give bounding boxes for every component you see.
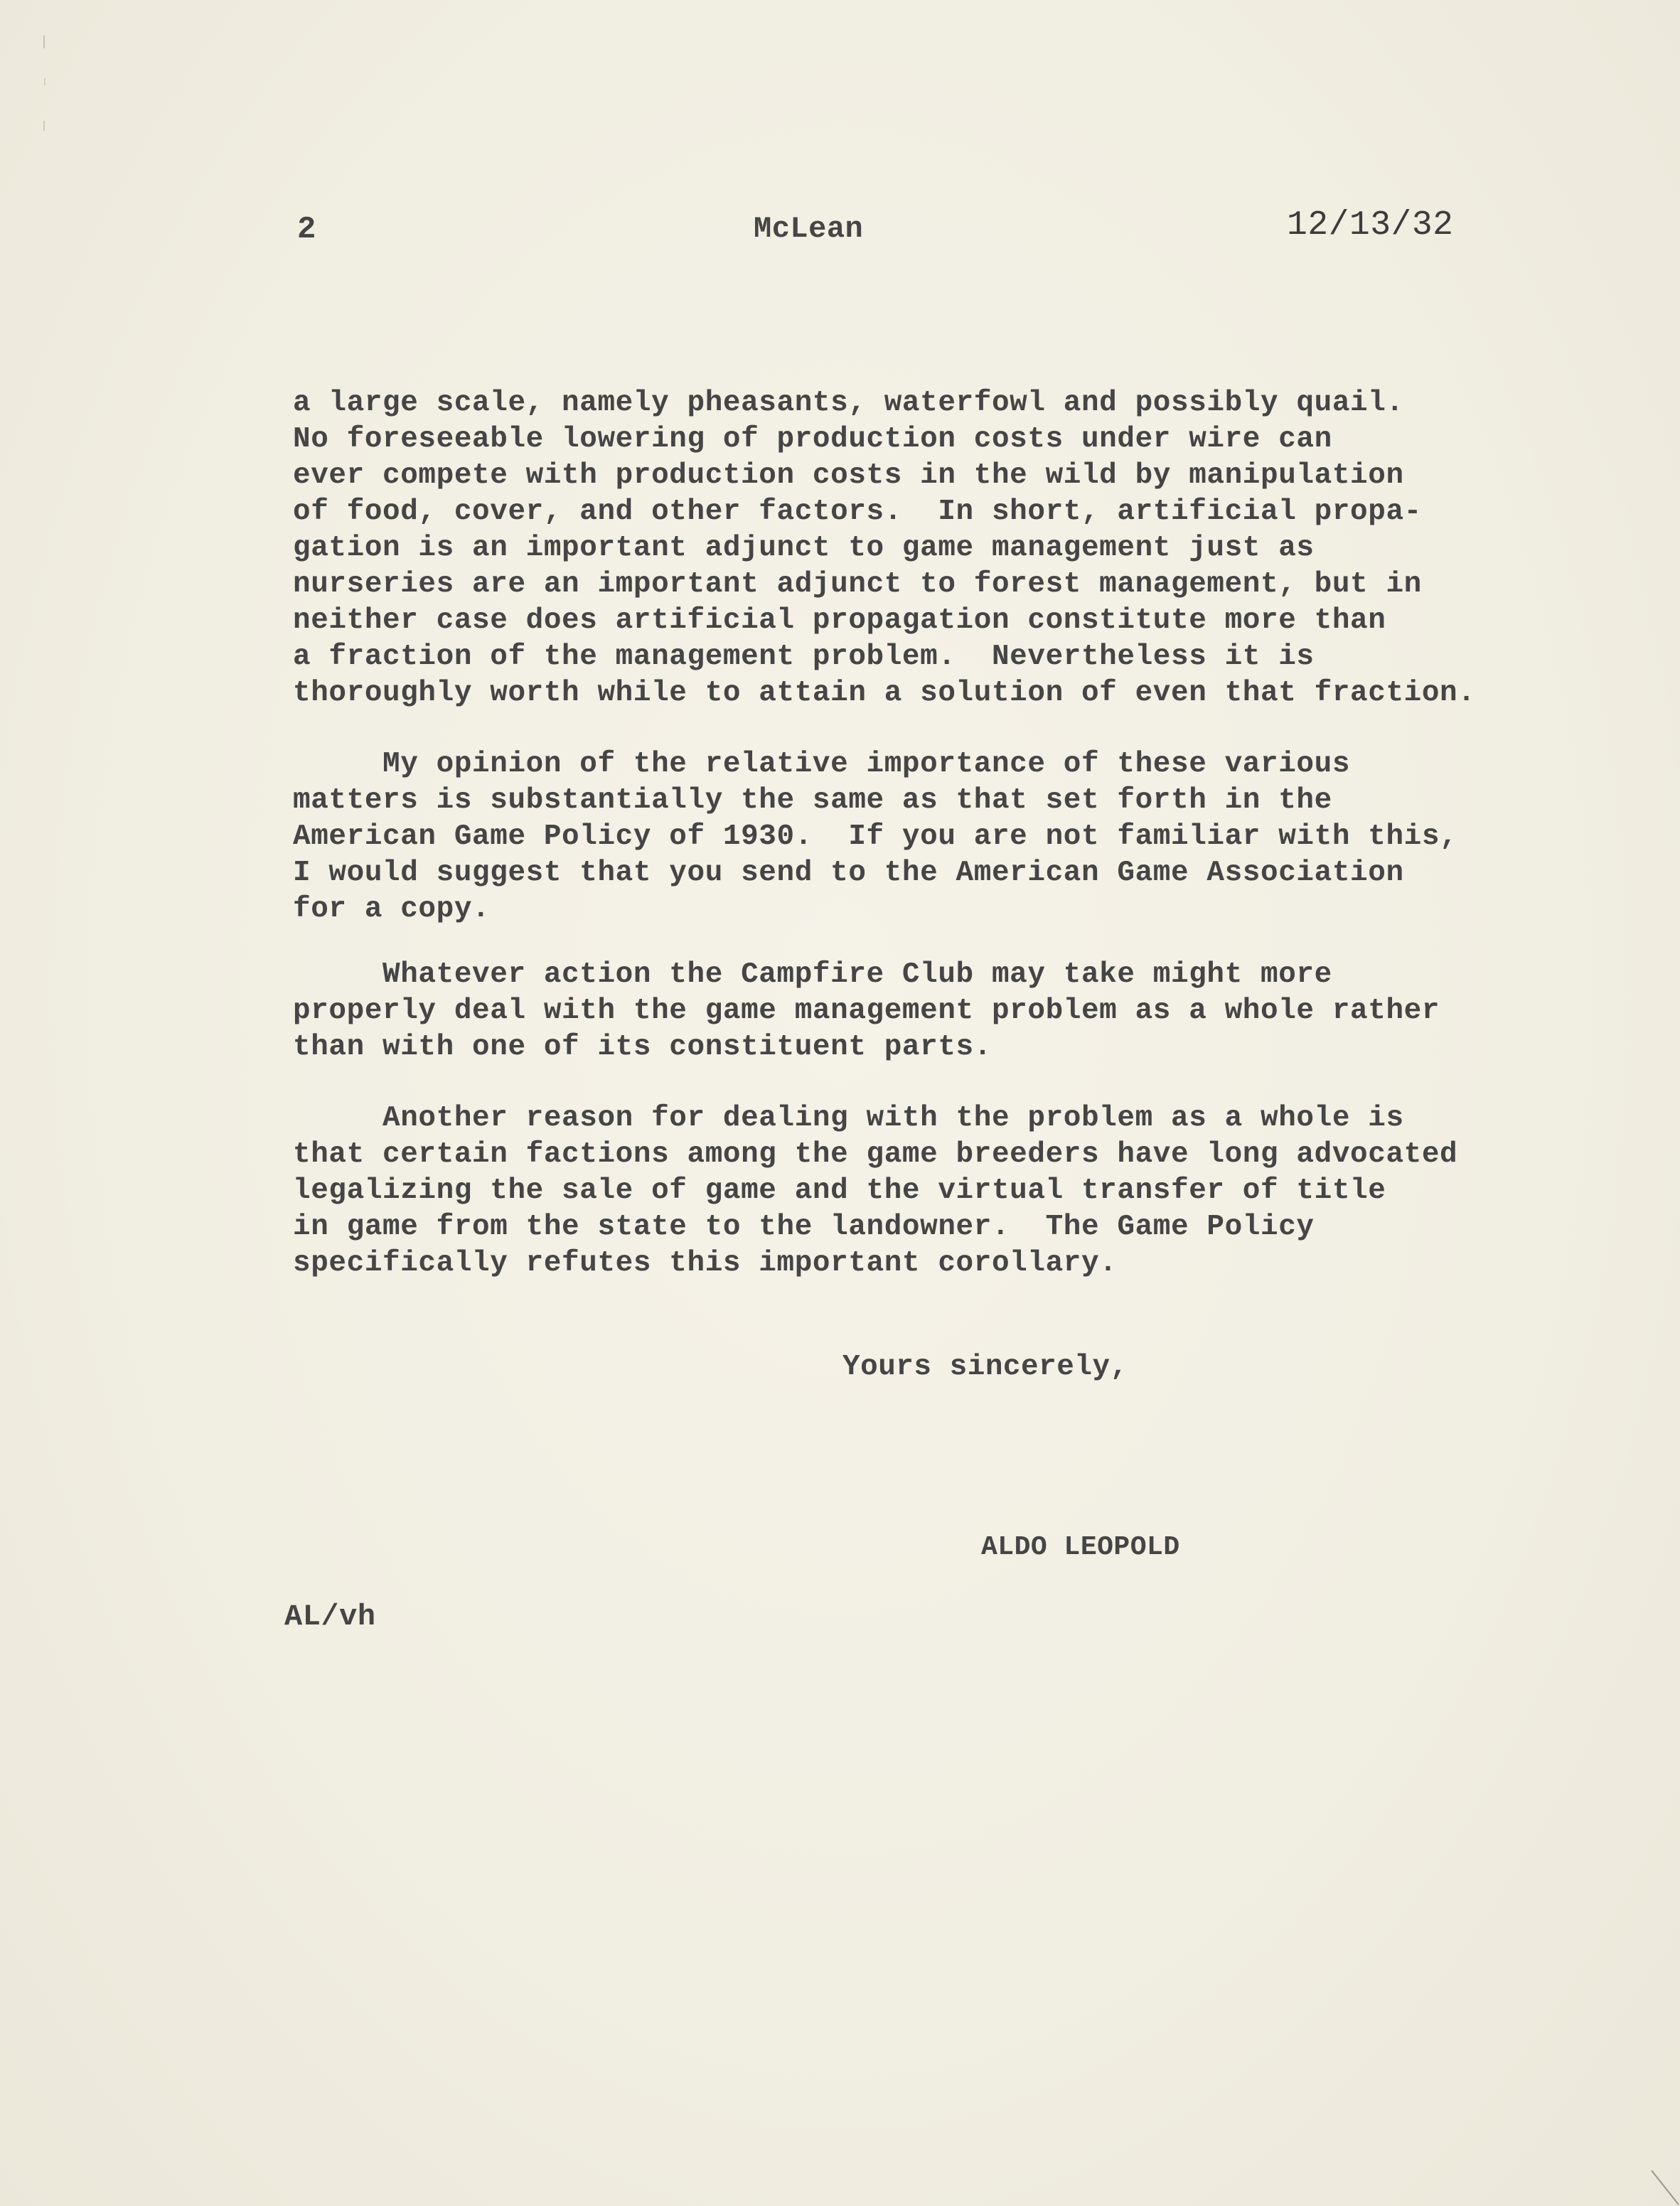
typist-initials: AL/vh <box>284 1600 376 1634</box>
text-line: for a copy. <box>293 893 491 926</box>
text-line: specifically refutes this important corollary. <box>293 1247 1118 1280</box>
paragraph-4 <box>293 1101 1457 1282</box>
text-line: thoroughly worth while to attain a solution of even that fraction. <box>293 677 1476 710</box>
text-line: No foreseeable lowering of production costs under wire can <box>293 423 1332 456</box>
letter-date: 12/13/32 <box>1287 206 1454 245</box>
text-line: a large scale, namely pheasants, waterfowl and possibly quail. <box>293 387 1404 419</box>
recipient-name: McLean <box>754 212 864 246</box>
paragraph-3 <box>293 957 1440 1066</box>
corner-fold-mark <box>1637 2163 1680 2206</box>
paragraph-2 <box>293 746 1457 928</box>
text-line: neither case does artificial propagation constitute more than <box>293 604 1386 637</box>
text-line: of food, cover, and other factors. In short, artificial propa- <box>293 496 1422 528</box>
text-line: ever compete with production costs in the wild by manipulation <box>293 459 1404 492</box>
text-line: gation is an important adjunct to game management just as <box>293 532 1315 564</box>
text-line: in game from the state to the landowner. The Game Policy <box>293 1211 1315 1243</box>
signature-name: ALDO LEOPOLD <box>981 1532 1180 1563</box>
page-number: 2 <box>297 212 316 247</box>
text-line: matters is substantially the same as that set forth in the <box>293 784 1332 817</box>
text-line: Whatever action the Campfire Club may take might more <box>293 958 1332 991</box>
closing-salutation: Yours sincerely, <box>842 1351 1128 1383</box>
text-line: properly deal with the game management problem as a whole rather <box>293 995 1440 1027</box>
text-line: than with one of its constituent parts. <box>293 1031 992 1064</box>
paragraph-1 <box>293 385 1475 712</box>
text-line: a fraction of the management problem. Nevertheless it is <box>293 641 1315 673</box>
text-line: I would suggest that you send to the American Game Association <box>293 857 1404 889</box>
margin-marks <box>43 36 47 149</box>
text-line: My opinion of the relative importance of these various <box>293 748 1351 781</box>
text-line: legalizing the sale of game and the virtual transfer of title <box>293 1174 1386 1207</box>
text-line: Another reason for dealing with the problem as a whole is <box>293 1102 1404 1135</box>
text-line: nurseries are an important adjunct to forest management, but in <box>293 568 1422 601</box>
text-line: American Game Policy of 1930. If you are not familiar with this, <box>293 820 1458 853</box>
text-line: that certain factions among the game breeders have long advocated <box>293 1138 1458 1171</box>
